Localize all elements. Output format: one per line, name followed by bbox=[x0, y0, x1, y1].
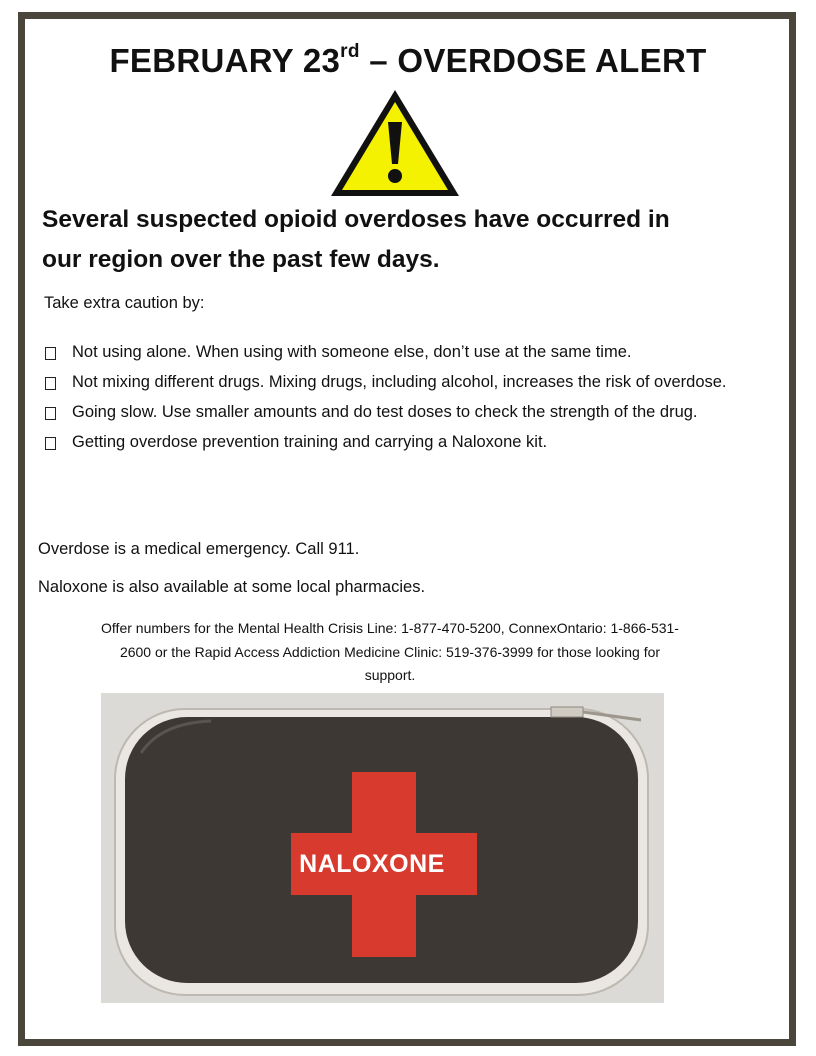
title-ordinal: rd bbox=[340, 41, 360, 62]
support-line-1: Offer numbers for the Mental Health Crisis Line: 1-877-470-5200, ConnexOntario: 1-866-531- bbox=[101, 620, 679, 636]
support-numbers bbox=[40, 617, 740, 688]
naloxone-kit-image bbox=[101, 693, 664, 1003]
title-date: FEBRUARY 23 bbox=[109, 42, 341, 79]
intro-text: Take extra caution by: bbox=[44, 294, 205, 312]
warning-triangle-icon bbox=[328, 86, 462, 200]
list-item bbox=[42, 398, 752, 426]
checkbox-icon bbox=[45, 347, 56, 360]
emergency-text: Overdose is a medical emergency. Call 911. bbox=[38, 540, 360, 558]
pharmacies-text: Naloxone is also available at some local pharmacies. bbox=[38, 578, 426, 596]
headline-line-1: Several suspected opioid overdoses have occurred in bbox=[42, 206, 670, 233]
list-item bbox=[42, 428, 752, 456]
tip-text: Not mixing different drugs. Mixing drugs, including alcohol, increases the risk of overdose. bbox=[72, 373, 727, 391]
support-line-2: 2600 or the Rapid Access Addiction Medicine Clinic: 519-376-3999 for those looking for bbox=[119, 643, 661, 660]
checkbox-icon bbox=[45, 407, 56, 420]
checkbox-icon bbox=[45, 377, 56, 390]
title-alert: – OVERDOSE ALERT bbox=[359, 42, 707, 79]
page-title bbox=[0, 42, 816, 80]
tip-text: Getting overdose prevention training and carrying a Naloxone kit. bbox=[72, 433, 548, 451]
support-line-3: support. bbox=[364, 667, 416, 683]
list-item bbox=[42, 368, 752, 396]
kit-label: NALOXONE bbox=[299, 850, 445, 878]
headline bbox=[42, 200, 742, 280]
list-item bbox=[42, 338, 752, 366]
tips-list bbox=[42, 338, 752, 458]
tip-text: Going slow. Use smaller amounts and do test doses to check the strength of the drug. bbox=[72, 403, 698, 421]
headline-line-2: our region over the past few days. bbox=[42, 246, 440, 273]
tip-text: Not using alone. When using with someone else, don’t use at the same time. bbox=[72, 343, 632, 361]
checkbox-icon bbox=[45, 437, 56, 450]
